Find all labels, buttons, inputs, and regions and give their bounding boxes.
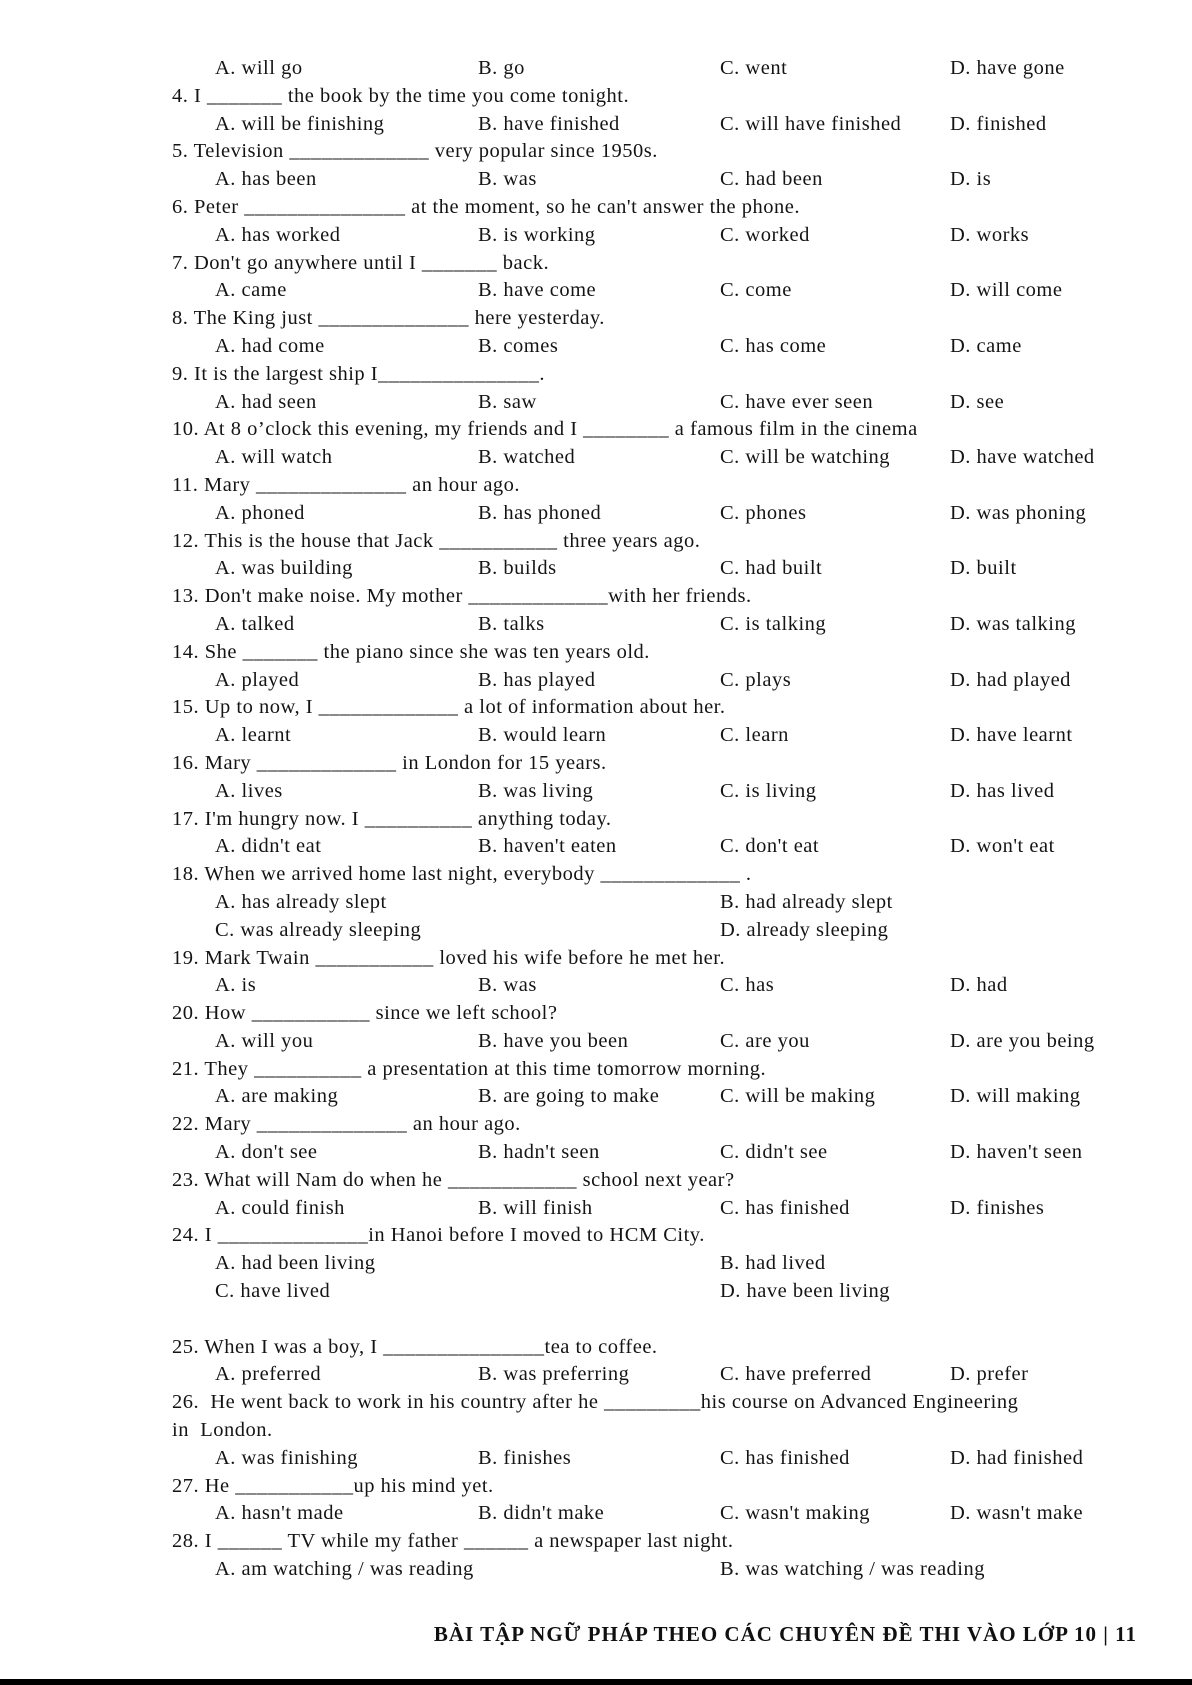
options-row (0, 972, 1192, 1000)
option-c: C. phones (720, 501, 807, 524)
option-b: B. talks (478, 612, 545, 635)
options-row (0, 55, 1192, 83)
option-b: B. was preferring (478, 1363, 630, 1386)
option-b: B. finishes (478, 1446, 572, 1469)
option-a: A. preferred (215, 1363, 322, 1386)
option-a: A. hasn't made (215, 1502, 344, 1525)
option-d: D. finished (950, 112, 1047, 135)
option-d: D. won't eat (950, 835, 1055, 858)
question-stem: 27. He ___________up his mind yet. (172, 1474, 494, 1497)
blank-line (0, 1306, 1192, 1334)
option-d: D. see (950, 390, 1005, 413)
options-row (0, 833, 1192, 861)
question-stem: 9. It is the largest ship I_______________. (172, 362, 546, 385)
options-row (0, 1250, 1192, 1278)
option-a: A. are making (215, 1085, 339, 1108)
question-stem: 16. Mary _____________ in London for 15 years. (172, 751, 607, 774)
page-footer (0, 1597, 1137, 1672)
option-c: C. has come (720, 334, 827, 357)
question-stem: 22. Mary ______________ an hour ago. (172, 1113, 521, 1136)
question-stem: 20. How ___________ since we left school? (172, 1002, 558, 1025)
option-a: A. came (215, 279, 287, 302)
option-d: D. have watched (950, 446, 1095, 469)
options-row (0, 1500, 1192, 1528)
options-row (0, 555, 1192, 583)
option-d: D. have learnt (950, 724, 1073, 747)
options-row (0, 1195, 1192, 1223)
option-d: D. prefer (950, 1363, 1029, 1386)
option-d: D. wasn't make (950, 1502, 1084, 1525)
options-row (0, 722, 1192, 750)
option-b: B. has played (478, 668, 596, 691)
options-row (0, 166, 1192, 194)
question-stem: 12. This is the house that Jack ___________ three years ago. (172, 529, 701, 552)
option-d: D. was talking (950, 612, 1076, 635)
option-a: A. talked (215, 612, 295, 635)
options-row (0, 333, 1192, 361)
option-b: B. comes (478, 334, 559, 357)
option-a: A. was finishing (215, 1446, 358, 1469)
options-row (0, 917, 1192, 945)
option-b: B. have come (478, 279, 597, 302)
option-b: B. was (478, 974, 537, 997)
question-stem: 13. Don't make noise. My mother _____________with her friends. (172, 585, 752, 608)
option-c: C. is talking (720, 612, 827, 635)
option-c: C. has (720, 974, 775, 997)
question-stem: 8. The King just ______________ here yesterday. (172, 307, 605, 330)
option-b: B. would learn (478, 724, 607, 747)
option-b: B. had lived (720, 1252, 826, 1275)
question-stem: 18. When we arrived home last night, everybody _____________ . (172, 863, 752, 886)
option-a: A. will you (215, 1029, 314, 1052)
option-c: C. has finished (720, 1446, 850, 1469)
options-row (0, 1083, 1192, 1111)
question-stem: 7. Don't go anywhere until I _______ back. (172, 251, 550, 274)
option-a: A. had seen (215, 390, 317, 413)
question-stem: 6. Peter _______________ at the moment, so he can't answer the phone. (172, 195, 801, 218)
option-c: C. will be watching (720, 446, 891, 469)
option-d: D. have been living (720, 1280, 891, 1303)
question-stem: 14. She _______ the piano since she was ten years old. (172, 640, 650, 663)
options-row (0, 1028, 1192, 1056)
option-d: D. is (950, 168, 992, 191)
option-a: A. will go (215, 57, 303, 79)
options-row (0, 444, 1192, 472)
option-c: C. learn (720, 724, 789, 747)
option-c: C. have ever seen (720, 390, 874, 413)
option-a: A. lives (215, 779, 283, 802)
options-row (0, 1556, 1192, 1584)
options-row (0, 778, 1192, 806)
option-a: A. had been living (215, 1252, 376, 1275)
footer-title: BÀI TẬP NGỮ PHÁP THEO CÁC CHUYÊN ĐỀ THI VÀO LỚP 10 | 11 (433, 1622, 1137, 1646)
question-stem: 5. Television _____________ very popular since 1950s. (172, 140, 658, 163)
option-b: B. had already slept (720, 890, 893, 913)
option-a: A. has been (215, 168, 317, 191)
option-b: B. hadn't seen (478, 1141, 600, 1164)
options-row (0, 667, 1192, 695)
question-stem: 11. Mary ______________ an hour ago. (172, 473, 521, 496)
option-a: A. don't see (215, 1141, 318, 1164)
option-d: D. works (950, 223, 1030, 246)
option-b: B. have you been (478, 1029, 629, 1052)
option-a: A. didn't eat (215, 835, 322, 858)
option-d: D. had finished (950, 1446, 1084, 1469)
option-b: B. was living (478, 779, 594, 802)
options-row (0, 500, 1192, 528)
option-b: B. is working (478, 223, 596, 246)
option-c: C. worked (720, 223, 810, 246)
options-row (0, 1361, 1192, 1389)
options-row (0, 1445, 1192, 1473)
option-d: D. had played (950, 668, 1071, 691)
option-a: A. has already slept (215, 890, 387, 913)
option-b: B. saw (478, 390, 537, 413)
options-row (0, 277, 1192, 305)
option-a: A. will be finishing (215, 112, 385, 135)
option-b: B. have finished (478, 112, 620, 135)
option-c: C. have preferred (720, 1363, 872, 1386)
option-c: C. had been (720, 168, 823, 191)
question-stem: 4. I _______ the book by the time you come tonight. (172, 84, 630, 107)
option-d: D. have gone (950, 57, 1065, 79)
option-a: A. was building (215, 557, 353, 580)
option-c: C. has finished (720, 1196, 850, 1219)
option-a: A. phoned (215, 501, 305, 524)
options-row (0, 889, 1192, 917)
option-c: C. don't eat (720, 835, 820, 858)
option-c: C. are you (720, 1029, 810, 1052)
option-a: A. could finish (215, 1196, 345, 1219)
option-d: D. finishes (950, 1196, 1045, 1219)
option-b: B. haven't eaten (478, 835, 617, 858)
option-c: C. was already sleeping (215, 918, 422, 941)
option-b: B. go (478, 57, 525, 79)
question-stem: 15. Up to now, I _____________ a lot of information about her. (172, 696, 726, 719)
exercise-body (0, 55, 1192, 1584)
option-c: C. didn't see (720, 1141, 828, 1164)
option-d: D. will making (950, 1085, 1081, 1108)
option-d: D. was phoning (950, 501, 1087, 524)
option-d: D. will come (950, 279, 1063, 302)
option-a: A. had come (215, 334, 325, 357)
option-c: C. will be making (720, 1085, 876, 1108)
question-stem: 17. I'm hungry now. I __________ anything today. (172, 807, 612, 830)
question-stem-continued: in London. (172, 1419, 273, 1442)
question-stem: 23. What will Nam do when he ____________ school next year? (172, 1168, 735, 1191)
option-c: C. come (720, 279, 792, 302)
option-a: A. played (215, 668, 300, 691)
option-c: C. plays (720, 668, 792, 691)
options-row (0, 611, 1192, 639)
option-b: B. builds (478, 557, 557, 580)
option-b: B. was watching / was reading (720, 1558, 985, 1581)
option-d: D. had (950, 974, 1008, 997)
options-row (0, 389, 1192, 417)
question-stem: 19. Mark Twain ___________ loved his wife before he met her. (172, 946, 726, 969)
option-c: C. will have finished (720, 112, 902, 135)
option-c: C. is living (720, 779, 817, 802)
question-stem: 24. I ______________in Hanoi before I moved to HCM City. (172, 1224, 705, 1247)
option-a: A. will watch (215, 446, 333, 469)
question-stem: 28. I ______ TV while my father ______ a newspaper last night. (172, 1530, 734, 1553)
option-a: A. is (215, 974, 257, 997)
options-row (0, 1139, 1192, 1167)
option-a: A. has worked (215, 223, 341, 246)
options-row (0, 111, 1192, 139)
option-c: C. went (720, 57, 788, 79)
option-a: A. learnt (215, 724, 292, 747)
option-c: C. have lived (215, 1280, 331, 1303)
option-c: C. had built (720, 557, 823, 580)
option-b: B. will finish (478, 1196, 593, 1219)
option-d: D. has lived (950, 779, 1055, 802)
option-d: D. already sleeping (720, 918, 889, 941)
question-stem: 25. When I was a boy, I _______________tea to coffee. (172, 1335, 658, 1358)
options-row (0, 1278, 1192, 1306)
option-d: D. haven't seen (950, 1141, 1083, 1164)
option-b: B. was (478, 168, 537, 191)
question-stem: 21. They __________ a presentation at this time tomorrow morning. (172, 1057, 767, 1080)
option-d: D. are you being (950, 1029, 1095, 1052)
option-b: B. has phoned (478, 501, 602, 524)
question-stem: 26. He went back to work in his country after he _________his course on Advanced Engineering (172, 1391, 1019, 1414)
option-d: D. built (950, 557, 1017, 580)
option-d: D. came (950, 334, 1022, 357)
option-a: A. am watching / was reading (215, 1558, 474, 1581)
option-b: B. didn't make (478, 1502, 605, 1525)
option-b: B. watched (478, 446, 576, 469)
question-stem: 10. At 8 o’clock this evening, my friends and I ________ a famous film in the cinema (172, 418, 918, 441)
option-c: C. wasn't making (720, 1502, 871, 1525)
bottom-bar (0, 1679, 1192, 1685)
options-row (0, 222, 1192, 250)
option-b: B. are going to make (478, 1085, 660, 1108)
